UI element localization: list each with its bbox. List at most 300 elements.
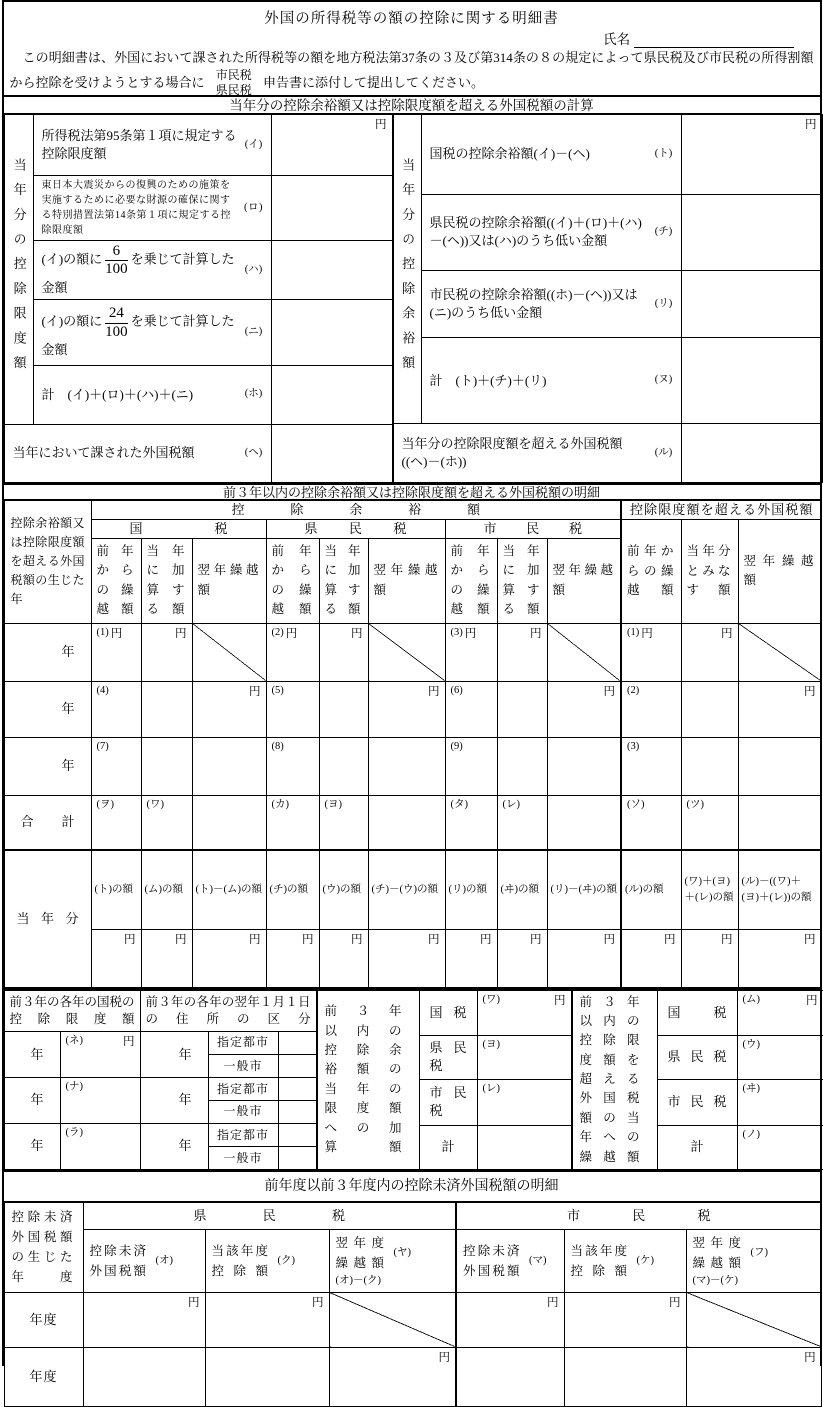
code-label: (4) bbox=[96, 684, 109, 696]
yen-unit: 円 bbox=[664, 933, 676, 946]
b-r3c10[interactable] bbox=[621, 737, 681, 795]
row-chi-code: (チ) bbox=[654, 225, 673, 237]
table-row bbox=[4, 1347, 821, 1406]
name-row bbox=[603, 28, 793, 48]
b-cur-v2[interactable] bbox=[141, 929, 192, 987]
col-label: 当該年度控除額 bbox=[570, 1243, 629, 1278]
b-r1c7[interactable] bbox=[445, 623, 497, 681]
label-row-i bbox=[33, 115, 271, 176]
code-label: (2) bbox=[627, 684, 640, 696]
row-ho-code: (ホ) bbox=[244, 388, 263, 400]
amount-input-ro[interactable] bbox=[271, 176, 392, 241]
c-city-general-1[interactable]: 一般市 bbox=[208, 1054, 278, 1078]
col-label: 控除未済外国税額 bbox=[89, 1243, 148, 1278]
yen-unit: 円 bbox=[804, 685, 816, 698]
b-excess-group-header: 控除限度額を超える外国税額 bbox=[621, 500, 821, 519]
c-excess-carry-table bbox=[572, 990, 823, 1170]
b-cur-v12[interactable] bbox=[738, 929, 821, 987]
b-col-prev-2: 前年からの繰越額 bbox=[266, 539, 319, 624]
yen-unit: 円 bbox=[804, 1351, 816, 1364]
b-tax-pref: 県民税 bbox=[266, 519, 445, 538]
col-label: 翌年度繰越額 bbox=[692, 1236, 743, 1271]
b-r3c11[interactable] bbox=[681, 737, 738, 795]
code-label: (ヨ) bbox=[482, 1038, 501, 1050]
code-label: (ク) bbox=[277, 1254, 295, 1266]
yen-unit: 円 bbox=[603, 933, 616, 946]
code-label: (9) bbox=[450, 740, 463, 752]
b-totc9[interactable] bbox=[547, 795, 621, 850]
row-he-code: (ヘ) bbox=[244, 446, 263, 458]
d-col3-header bbox=[329, 1229, 456, 1292]
c-ma-v3[interactable] bbox=[477, 1079, 571, 1125]
c-limit-year-2[interactable]: 年 bbox=[4, 1078, 60, 1123]
c-limit-v2[interactable] bbox=[60, 1078, 140, 1123]
yen-unit: 円 bbox=[603, 685, 616, 698]
c-addr-year-2[interactable]: 年 bbox=[140, 1078, 208, 1123]
b-r1c3-diagonal bbox=[192, 623, 266, 681]
amount-input-he[interactable] bbox=[271, 424, 392, 482]
yen-unit: 円 bbox=[123, 1036, 135, 1049]
b-r2c2[interactable] bbox=[141, 681, 192, 737]
b-totc2[interactable] bbox=[141, 795, 192, 850]
c-address-header: 前３年の各年の翌年１月１日の住所の区分 bbox=[140, 990, 316, 1032]
label-row-ri bbox=[421, 270, 681, 338]
amount-input-ha[interactable] bbox=[271, 241, 392, 300]
code-label: (ヨ) bbox=[324, 798, 342, 810]
yen-unit: 円 bbox=[285, 627, 298, 640]
b-r3c5[interactable] bbox=[319, 737, 368, 795]
row-ho-label: 計 (イ)＋(ロ)＋(ハ)＋(ニ) bbox=[41, 386, 194, 402]
c-ma-v2[interactable] bbox=[477, 1035, 571, 1079]
intro-text-1: この明細書は、外国において課された所得税等の額を地方税法第37条の３及び第314条の８の規定によって県民税及び市民税の所得割額から控除を受けようとする場合に bbox=[9, 50, 814, 90]
group-label-deduction-margin: 当年分の控除余裕額 bbox=[393, 115, 421, 424]
stack-city-tax: 市民税 bbox=[215, 68, 252, 82]
code-label: (3) bbox=[627, 740, 640, 752]
table-row bbox=[4, 1292, 821, 1347]
b-cur-f3: (ト)－(ム)の額 bbox=[192, 850, 266, 929]
c-excess-carry-label: 前３年以内の控除限度額を超える外国税額の当年への繰越額 bbox=[572, 990, 657, 1169]
amount-input-to[interactable] bbox=[681, 115, 822, 195]
row-ri-code: (リ) bbox=[654, 297, 673, 309]
row-ni-code: (ニ) bbox=[244, 325, 263, 337]
d-r1c2[interactable] bbox=[205, 1292, 329, 1347]
section-b-table bbox=[4, 500, 822, 988]
code-label: (ラ) bbox=[65, 1126, 83, 1138]
b-totc3[interactable] bbox=[192, 795, 266, 850]
b-cur-v6[interactable] bbox=[368, 929, 445, 987]
yen-unit: 円 bbox=[530, 627, 542, 640]
yen-unit: 円 bbox=[351, 933, 363, 946]
b-totc12[interactable] bbox=[738, 795, 821, 850]
label-row-he bbox=[4, 424, 271, 482]
yen-unit: 円 bbox=[721, 933, 733, 946]
b-r2c6[interactable] bbox=[368, 681, 445, 737]
b-cur-f8: (ヰ)の額 bbox=[497, 850, 547, 929]
d-r2c4[interactable] bbox=[456, 1347, 564, 1406]
label-row-ro bbox=[33, 176, 271, 241]
code-label: (7) bbox=[96, 740, 109, 752]
b-cur-v10[interactable] bbox=[621, 929, 681, 987]
b-totc4[interactable] bbox=[266, 795, 319, 850]
b-r1c12-diagonal bbox=[738, 623, 821, 681]
b-totc7[interactable] bbox=[445, 795, 497, 850]
b-r3c4[interactable] bbox=[266, 737, 319, 795]
b-year-cell-3[interactable]: 年 bbox=[4, 737, 91, 795]
b-col-next-3: 翌年繰越額 bbox=[547, 539, 621, 624]
code-label: (ケ) bbox=[636, 1254, 655, 1266]
section-a-title: 当年分の控除余裕額又は控除限度額を超える外国税額の計算 bbox=[4, 95, 820, 114]
row-ru-label: 当年分の控除限度額を超える外国税額((ヘ)－(ホ)) bbox=[401, 435, 623, 469]
b-totc1[interactable] bbox=[91, 795, 141, 850]
table-row bbox=[4, 623, 821, 681]
b-ecol-prev: 前年からの繰越額 bbox=[621, 519, 681, 623]
yen-unit: 円 bbox=[302, 933, 314, 946]
d-yeardeg-cell-1[interactable]: 年度 bbox=[4, 1292, 83, 1347]
row-he-label: 当年において課された外国税額 bbox=[12, 445, 195, 461]
code-label: (6) bbox=[450, 684, 463, 696]
b-totc6[interactable] bbox=[368, 795, 445, 850]
b-totc11[interactable] bbox=[681, 795, 738, 850]
b-col-next-1: 翌年繰越額 bbox=[192, 539, 266, 624]
yen-unit: 円 bbox=[721, 627, 733, 640]
form-header bbox=[4, 2, 820, 95]
row-ro-code: (ロ) bbox=[244, 202, 263, 214]
amount-input-ru[interactable] bbox=[681, 424, 822, 483]
b-r3c12[interactable] bbox=[738, 737, 821, 795]
b-cur-v5[interactable] bbox=[319, 929, 368, 987]
code-label: (ソ) bbox=[627, 798, 645, 810]
amount-input-ni[interactable] bbox=[271, 299, 392, 365]
c-ec-v4[interactable] bbox=[737, 1125, 823, 1169]
c-ec-v2[interactable] bbox=[737, 1035, 823, 1079]
b-r2c4[interactable] bbox=[266, 681, 319, 737]
c-city-general-mark-1[interactable] bbox=[278, 1054, 316, 1078]
c-city-major-mark-2[interactable] bbox=[278, 1078, 316, 1101]
code-label: (ウ) bbox=[742, 1038, 761, 1050]
b-r1c4[interactable] bbox=[266, 623, 319, 681]
group-label-deduction-limit: 当年分の控除限度額 bbox=[4, 115, 33, 425]
b-r2c1[interactable] bbox=[91, 681, 141, 737]
fraction-6-100: $\frac{6}{100}$ bbox=[105, 243, 128, 278]
row-nu-code: (ヌ) bbox=[654, 374, 673, 386]
row-ha-label: (イ)の額に $\frac{6}{100}$ を乗じて計算した金額 bbox=[41, 243, 235, 295]
d-yeardeg-cell-2[interactable]: 年度 bbox=[4, 1347, 83, 1406]
yen-unit: 円 bbox=[480, 933, 492, 946]
b-current-year-label: 当年分 bbox=[4, 850, 91, 987]
c-ma-v4[interactable] bbox=[477, 1125, 571, 1169]
d-col1-header bbox=[83, 1229, 205, 1292]
section-a-right-table bbox=[393, 114, 823, 483]
section-b-title: 前３年以内の控除余裕額又は控除限度額を超える外国税額の明細 bbox=[4, 483, 820, 500]
row-i-label: 所得税法第95条第１項に規定する控除限度額 bbox=[41, 127, 237, 161]
row-ni-label: (イ)の額に $\frac{24}{100}$ を乗じて計算した金額 bbox=[41, 305, 235, 357]
b-cur-f5: (ウ)の額 bbox=[319, 850, 368, 929]
yen-unit: 円 bbox=[428, 685, 440, 698]
code-label: (1) bbox=[627, 626, 640, 638]
row-ru-code: (ル) bbox=[654, 446, 673, 458]
c-ec-v1[interactable] bbox=[737, 990, 823, 1035]
code-label: (3) bbox=[450, 626, 463, 638]
c-ec-total-label: 計 bbox=[657, 1125, 737, 1169]
b-col-add-2: 当年に加算する額 bbox=[319, 539, 368, 624]
col-label: 控除未済外国税額 bbox=[463, 1243, 522, 1278]
code-label: (ワ) bbox=[482, 993, 501, 1005]
b-cur-f10: (ル)の額 bbox=[621, 850, 681, 929]
b-r2c10[interactable] bbox=[621, 681, 681, 737]
b-r2c7[interactable] bbox=[445, 681, 497, 737]
row-ri-label: 市民税の控除余裕額((ホ)－(ヘ))又は(ニ)のうち低い金額 bbox=[429, 286, 638, 320]
code-label: (フ) bbox=[750, 1246, 769, 1258]
table-row bbox=[4, 681, 821, 737]
b-r1c2[interactable] bbox=[141, 623, 192, 681]
d-r2c2[interactable] bbox=[205, 1347, 329, 1406]
code-label: (タ) bbox=[450, 798, 468, 810]
c-limit-year-3[interactable]: 年 bbox=[4, 1123, 60, 1169]
table-row bbox=[4, 795, 821, 850]
b-r1c10[interactable] bbox=[621, 623, 681, 681]
row-to-code: (ト) bbox=[654, 148, 673, 160]
label-row-nu bbox=[421, 338, 681, 424]
c-margin-add-label: 前３年以内の控除余裕額の当年の限度額への加算額 bbox=[317, 990, 419, 1169]
b-cur-v8[interactable] bbox=[497, 929, 547, 987]
d-r1c3-diagonal bbox=[329, 1292, 456, 1347]
b-cur-v4[interactable] bbox=[266, 929, 319, 987]
code-label: (8) bbox=[271, 740, 284, 752]
d-group-pref: 県民税 bbox=[83, 1202, 456, 1229]
col-label: 翌年度繰越額 bbox=[335, 1236, 386, 1271]
yen-unit: 円 bbox=[554, 994, 566, 1007]
d-r2c5[interactable] bbox=[564, 1347, 686, 1406]
fraction-24-100: $\frac{24}{100}$ bbox=[105, 305, 128, 340]
row-chi-label: 県民税の控除余裕額((イ)＋(ロ)＋(ハ)－(ヘ))又は(ハ)のうち低い金額 bbox=[429, 214, 642, 249]
code-label: (ノ) bbox=[742, 1128, 761, 1140]
d-r2c1[interactable] bbox=[83, 1347, 205, 1406]
b-cur-f7: (リ)の額 bbox=[445, 850, 497, 929]
amount-input-chi[interactable] bbox=[681, 194, 822, 270]
d-r1c4[interactable] bbox=[456, 1292, 564, 1347]
b-r1c5[interactable] bbox=[319, 623, 368, 681]
row-ro-label: 東日本大震災からの復興のための施策を実施するために必要な財源の確保に関する特別措置法第14条第１項に規定する控除限度額 bbox=[41, 180, 231, 236]
code-label: (マ) bbox=[529, 1254, 547, 1266]
b-r3c7[interactable] bbox=[445, 737, 497, 795]
b-r2c8[interactable] bbox=[497, 681, 547, 737]
formula-label: (マ)－(ケ) bbox=[692, 1275, 739, 1287]
yen-unit: 円 bbox=[547, 1296, 559, 1309]
table-row bbox=[4, 850, 821, 929]
d-col5-header bbox=[564, 1229, 686, 1292]
b-cur-f6: (チ)－(ウ)の額 bbox=[368, 850, 445, 929]
yen-unit: 円 bbox=[804, 933, 816, 946]
b-r3c6[interactable] bbox=[368, 737, 445, 795]
c-ec-tax-national: 国税 bbox=[657, 990, 737, 1035]
b-r1c1[interactable] bbox=[91, 623, 141, 681]
b-r1c8[interactable] bbox=[497, 623, 547, 681]
row-nu-label: 計 (ト)＋(チ)＋(リ) bbox=[429, 372, 547, 388]
b-cur-v11[interactable] bbox=[681, 929, 738, 987]
yen-unit: 円 bbox=[188, 1296, 200, 1309]
section-a-left-table bbox=[4, 114, 393, 483]
section-d-table bbox=[4, 1202, 822, 1407]
code-label: (ヤ) bbox=[393, 1246, 411, 1258]
b-margin-group-header: 控除余裕額 bbox=[91, 500, 621, 519]
c-addr-year-3[interactable]: 年 bbox=[140, 1123, 208, 1169]
amount-input-i[interactable] bbox=[271, 115, 392, 176]
b-r1c9-diagonal bbox=[547, 623, 621, 681]
code-label: (ヰ) bbox=[742, 1082, 761, 1094]
b-cur-v3[interactable] bbox=[192, 929, 266, 987]
d-r2c3[interactable] bbox=[329, 1347, 456, 1406]
row-i-code: (イ) bbox=[244, 138, 263, 150]
c-ma-v1[interactable] bbox=[477, 990, 571, 1035]
b-totc8[interactable] bbox=[497, 795, 547, 850]
code-label: (2) bbox=[271, 626, 284, 638]
c-city-major-2[interactable]: 指定都市 bbox=[208, 1078, 278, 1101]
c-city-general-mark-2[interactable] bbox=[278, 1100, 316, 1123]
yen-unit: 円 bbox=[530, 933, 542, 946]
c-ec-tax-city: 市民税 bbox=[657, 1079, 737, 1125]
col-label: 当該年度控除額 bbox=[211, 1243, 270, 1278]
b-cur-f4: (チ)の額 bbox=[266, 850, 319, 929]
label-row-to bbox=[421, 115, 681, 195]
d-col2-header bbox=[205, 1229, 329, 1292]
c-ma-total-label: 計 bbox=[419, 1125, 477, 1169]
b-cur-f2: (ム)の額 bbox=[141, 850, 192, 929]
c-limit-v1[interactable] bbox=[60, 1032, 140, 1078]
code-label: (ワ) bbox=[146, 798, 164, 810]
b-r2c9[interactable] bbox=[547, 681, 621, 737]
b-cur-f11: (ワ)＋(ヨ)＋(レ)の額 bbox=[681, 850, 738, 929]
b-cur-v9[interactable] bbox=[547, 929, 621, 987]
b-r2c5[interactable] bbox=[319, 681, 368, 737]
b-r3c3[interactable] bbox=[192, 737, 266, 795]
stack-pref-tax: 県民税 bbox=[215, 83, 252, 97]
b-r2c3[interactable] bbox=[192, 681, 266, 737]
section-a bbox=[4, 114, 820, 483]
b-cur-v1[interactable] bbox=[91, 929, 141, 987]
d-r1c1[interactable] bbox=[83, 1292, 205, 1347]
intro-paragraph bbox=[10, 46, 814, 99]
b-ecol-next: 翌年繰越額 bbox=[738, 519, 821, 623]
yen-unit: 円 bbox=[464, 627, 477, 640]
yen-unit: 円 bbox=[428, 933, 440, 946]
name-label: 氏名 bbox=[603, 32, 631, 47]
b-totc5[interactable] bbox=[319, 795, 368, 850]
c-city-general-3[interactable]: 一般市 bbox=[208, 1147, 278, 1170]
b-total-label: 合計 bbox=[4, 795, 91, 850]
b-r3c9[interactable] bbox=[547, 737, 621, 795]
d-r1c5[interactable] bbox=[564, 1292, 686, 1347]
yen-unit: 円 bbox=[669, 1296, 681, 1309]
b-r1c11[interactable] bbox=[681, 623, 738, 681]
c-ma-tax-national: 国税 bbox=[419, 990, 477, 1035]
yen-unit: 円 bbox=[641, 627, 653, 640]
page-title: 外国の所得税等の額の控除に関する明細書 bbox=[264, 11, 559, 27]
yen-unit: 円 bbox=[110, 627, 123, 640]
tax-type-stack bbox=[216, 68, 252, 98]
b-cur-f1: (ト)の額 bbox=[91, 850, 141, 929]
code-label: (5) bbox=[271, 684, 284, 696]
b-cur-v7[interactable] bbox=[445, 929, 497, 987]
c-limit-year-1[interactable]: 年 bbox=[4, 1032, 60, 1078]
c-limit-header: 前３年の各年の国税の控除限度額 bbox=[4, 990, 140, 1032]
yen-unit: 円 bbox=[312, 1296, 324, 1309]
section-c bbox=[4, 988, 820, 1170]
c-limit-v3[interactable] bbox=[60, 1123, 140, 1169]
yen-unit: 円 bbox=[249, 685, 261, 698]
intro-text-2: 申告書に添付して提出してください。 bbox=[263, 74, 485, 90]
amount-input-nu[interactable] bbox=[681, 338, 822, 424]
table-row bbox=[4, 737, 821, 795]
b-cur-f9: (リ)－(ヰ)の額 bbox=[547, 850, 621, 929]
code-label: (ヲ) bbox=[96, 798, 114, 810]
code-label: (オ) bbox=[155, 1254, 173, 1266]
yen-unit: 円 bbox=[805, 119, 817, 131]
code-label: (ナ) bbox=[65, 1081, 83, 1093]
label-row-ho bbox=[33, 365, 271, 424]
b-year-cell-1[interactable]: 年 bbox=[4, 623, 91, 681]
d-col6-header bbox=[686, 1229, 821, 1292]
c-city-major-mark-3[interactable] bbox=[278, 1123, 316, 1147]
yen-unit: 円 bbox=[438, 1351, 451, 1364]
yen-unit: 円 bbox=[249, 933, 261, 946]
b-r3c8[interactable] bbox=[497, 737, 547, 795]
c-ma-tax-pref: 県民税 bbox=[419, 1035, 477, 1079]
yen-unit: 円 bbox=[175, 933, 187, 946]
c-city-general-mark-3[interactable] bbox=[278, 1147, 316, 1170]
b-col-prev-3: 前年からの繰越額 bbox=[445, 539, 497, 624]
d-left-header: 控除未済外国税額の生じた年度 bbox=[4, 1202, 83, 1292]
label-row-ha bbox=[33, 241, 271, 300]
code-label: (ム) bbox=[742, 993, 761, 1005]
amount-input-ri[interactable] bbox=[681, 270, 822, 338]
code-label: (レ) bbox=[502, 798, 520, 810]
yen-unit: 円 bbox=[124, 933, 136, 946]
c-city-major-mark-1[interactable] bbox=[278, 1032, 316, 1055]
b-r2c11[interactable] bbox=[681, 681, 738, 737]
yen-unit: 円 bbox=[351, 627, 363, 640]
b-year-cell-2[interactable]: 年 bbox=[4, 681, 91, 737]
b-totc10[interactable] bbox=[621, 795, 681, 850]
b-col-next-2: 翌年繰越額 bbox=[368, 539, 445, 624]
amount-input-ho[interactable] bbox=[271, 365, 392, 424]
c-addr-year-1[interactable]: 年 bbox=[140, 1032, 208, 1078]
b-col-add-3: 当年に加算する額 bbox=[497, 539, 547, 624]
b-r1c6-diagonal bbox=[368, 623, 445, 681]
yen-unit: 円 bbox=[806, 994, 818, 1007]
table-row bbox=[4, 929, 821, 987]
c-ec-v3[interactable] bbox=[737, 1079, 823, 1125]
c-city-major-1[interactable]: 指定都市 bbox=[208, 1032, 278, 1055]
b-col-prev-1: 前年からの繰越額 bbox=[91, 539, 141, 624]
section-d-title: 前年度以前３年度内の控除未済外国税額の明細 bbox=[4, 1170, 820, 1202]
d-r1c6-diagonal bbox=[686, 1292, 821, 1347]
d-r2c6[interactable] bbox=[686, 1347, 821, 1406]
code-label: (ツ) bbox=[686, 798, 705, 810]
b-r3c1[interactable] bbox=[91, 737, 141, 795]
yen-unit: 円 bbox=[175, 627, 187, 640]
code-label: (1) bbox=[96, 626, 109, 638]
b-cur-f12: (ル)－((ワ)＋(ヨ)＋(レ))の額 bbox=[738, 850, 821, 929]
b-r2c12[interactable] bbox=[738, 681, 821, 737]
c-city-major-3[interactable]: 指定都市 bbox=[208, 1123, 278, 1147]
b-col-add-1: 当年に加算する額 bbox=[141, 539, 192, 624]
c-ma-tax-city: 市民税 bbox=[419, 1079, 477, 1125]
label-row-ni bbox=[33, 299, 271, 365]
c-city-general-2[interactable]: 一般市 bbox=[208, 1100, 278, 1123]
code-label: (ネ) bbox=[65, 1035, 83, 1047]
row-ha-code: (ハ) bbox=[244, 263, 263, 275]
b-r3c2[interactable] bbox=[141, 737, 192, 795]
